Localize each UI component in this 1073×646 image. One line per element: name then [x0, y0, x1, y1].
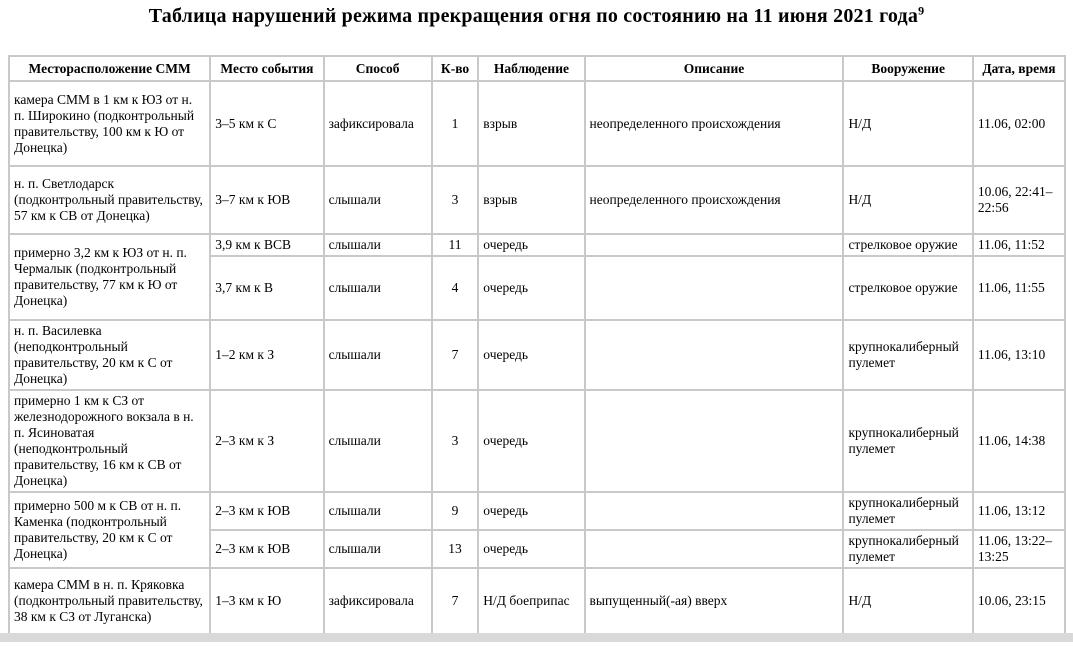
- table-row: [9, 390, 1065, 492]
- footnote-reference: 9: [918, 3, 925, 18]
- page-bottom-edge: [0, 633, 1073, 642]
- cell-event-place: 2–3 км к ЮВ: [210, 492, 323, 530]
- cell-method: слышали: [324, 256, 432, 320]
- table-row: [9, 568, 1065, 634]
- cell-count: 9: [432, 492, 479, 530]
- cell-location: н. п. Светлодарск (подконтрольный правительству, 57 км к СВ от Донецка): [9, 166, 210, 234]
- cell-weapon: стрелковое оружие: [843, 234, 972, 256]
- cell-weapon: Н/Д: [843, 568, 972, 634]
- cell-weapon: Н/Д: [843, 81, 972, 166]
- cell-description: [585, 492, 844, 530]
- cell-observation: очередь: [478, 530, 584, 568]
- cell-method: зафиксировала: [324, 81, 432, 166]
- cell-event-place: 3–7 км к ЮВ: [210, 166, 323, 234]
- cell-observation: очередь: [478, 320, 584, 390]
- cell-description: [585, 320, 844, 390]
- cell-datetime: 11.06, 11:55: [973, 256, 1065, 320]
- cell-count: 7: [432, 320, 479, 390]
- cell-weapon: крупнокалиберный пулемет: [843, 390, 972, 492]
- cell-datetime: 11.06, 13:12: [973, 492, 1065, 530]
- cell-method: слышали: [324, 530, 432, 568]
- cell-event-place: 3–5 км к С: [210, 81, 323, 166]
- cell-description: [585, 390, 844, 492]
- cell-method: слышали: [324, 166, 432, 234]
- table-row: [9, 81, 1065, 166]
- cell-method: слышали: [324, 492, 432, 530]
- col-header-datetime: Дата, время: [973, 56, 1065, 81]
- page-title-text: Таблица нарушений режима прекращения огня по состоянию на 11 июня 2021 года: [148, 5, 919, 27]
- cell-datetime: 11.06, 14:38: [973, 390, 1065, 492]
- cell-event-place: 2–3 км к ЮВ: [210, 530, 323, 568]
- cell-observation: очередь: [478, 390, 584, 492]
- cell-count: 11: [432, 234, 479, 256]
- cell-datetime: 11.06, 13:22–13:25: [973, 530, 1065, 568]
- table-header-row: [9, 56, 1065, 81]
- cell-datetime: 11.06, 11:52: [973, 234, 1065, 256]
- cell-datetime: 11.06, 13:10: [973, 320, 1065, 390]
- cell-description: [585, 530, 844, 568]
- cell-count: 3: [432, 166, 479, 234]
- cell-weapon: крупнокалиберный пулемет: [843, 530, 972, 568]
- cell-observation: очередь: [478, 492, 584, 530]
- cell-location: примерно 3,2 км к ЮЗ от н. п. Чермалык (подконтрольный правительству, 77 км к Ю от Донецка): [9, 234, 210, 320]
- cell-observation: Н/Д боеприпас: [478, 568, 584, 634]
- col-header-count: К-во: [432, 56, 479, 81]
- cell-datetime: 10.06, 23:15: [973, 568, 1065, 634]
- cell-method: слышали: [324, 320, 432, 390]
- cell-event-place: 1–2 км к З: [210, 320, 323, 390]
- table-row: [9, 234, 1065, 256]
- cell-observation: взрыв: [478, 81, 584, 166]
- cell-description: выпущенный(-ая) вверх: [585, 568, 844, 634]
- cell-count: 13: [432, 530, 479, 568]
- cell-weapon: крупнокалиберный пулемет: [843, 492, 972, 530]
- cell-event-place: 1–3 км к Ю: [210, 568, 323, 634]
- cell-count: 4: [432, 256, 479, 320]
- cell-event-place: 3,7 км к В: [210, 256, 323, 320]
- cell-method: зафиксировала: [324, 568, 432, 634]
- cell-weapon: стрелковое оружие: [843, 256, 972, 320]
- cell-location: камера СММ в 1 км к ЮЗ от н. п. Широкино (подконтрольный правительству, 100 км к Ю от Донецка): [9, 81, 210, 166]
- cell-location: примерно 1 км к СЗ от железнодорожного вокзала в н. п. Ясиноватая (неподконтрольный правительству, 16 км к СВ от Донецка): [9, 390, 210, 492]
- col-header-event-place: Место события: [210, 56, 323, 81]
- cell-weapon: Н/Д: [843, 166, 972, 234]
- col-header-method: Способ: [324, 56, 432, 81]
- cell-method: слышали: [324, 234, 432, 256]
- cell-event-place: 2–3 км к З: [210, 390, 323, 492]
- table-row: [9, 166, 1065, 234]
- cell-count: 3: [432, 390, 479, 492]
- col-header-weapon: Вооружение: [843, 56, 972, 81]
- cell-weapon: крупнокалиберный пулемет: [843, 320, 972, 390]
- cell-location: н. п. Василевка (неподконтрольный правительству, 20 км к С от Донецка): [9, 320, 210, 390]
- cell-observation: очередь: [478, 234, 584, 256]
- cell-location: примерно 500 м к СВ от н. п. Каменка (подконтрольный правительству, 20 км к С от Донецка): [9, 492, 210, 568]
- cell-observation: очередь: [478, 256, 584, 320]
- cell-event-place: 3,9 км к ВСВ: [210, 234, 323, 256]
- cell-description: [585, 256, 844, 320]
- cell-description: [585, 234, 844, 256]
- cell-datetime: 10.06, 22:41–22:56: [973, 166, 1065, 234]
- cell-location: камера СММ в н. п. Кряковка (подконтрольный правительству, 38 км к СЗ от Луганска): [9, 568, 210, 634]
- cell-description: неопределенного происхождения: [585, 166, 844, 234]
- table-row: [9, 492, 1065, 530]
- page-title: [0, 5, 1073, 28]
- cell-datetime: 11.06, 02:00: [973, 81, 1065, 166]
- cell-count: 1: [432, 81, 479, 166]
- cell-observation: взрыв: [478, 166, 584, 234]
- cell-description: неопределенного происхождения: [585, 81, 844, 166]
- table-row: [9, 320, 1065, 390]
- cell-count: 7: [432, 568, 479, 634]
- col-header-description: Описание: [585, 56, 844, 81]
- cell-method: слышали: [324, 390, 432, 492]
- ceasefire-violations-table: [8, 55, 1066, 635]
- col-header-location: Месторасположение СММ: [9, 56, 210, 81]
- col-header-observation: Наблюдение: [478, 56, 584, 81]
